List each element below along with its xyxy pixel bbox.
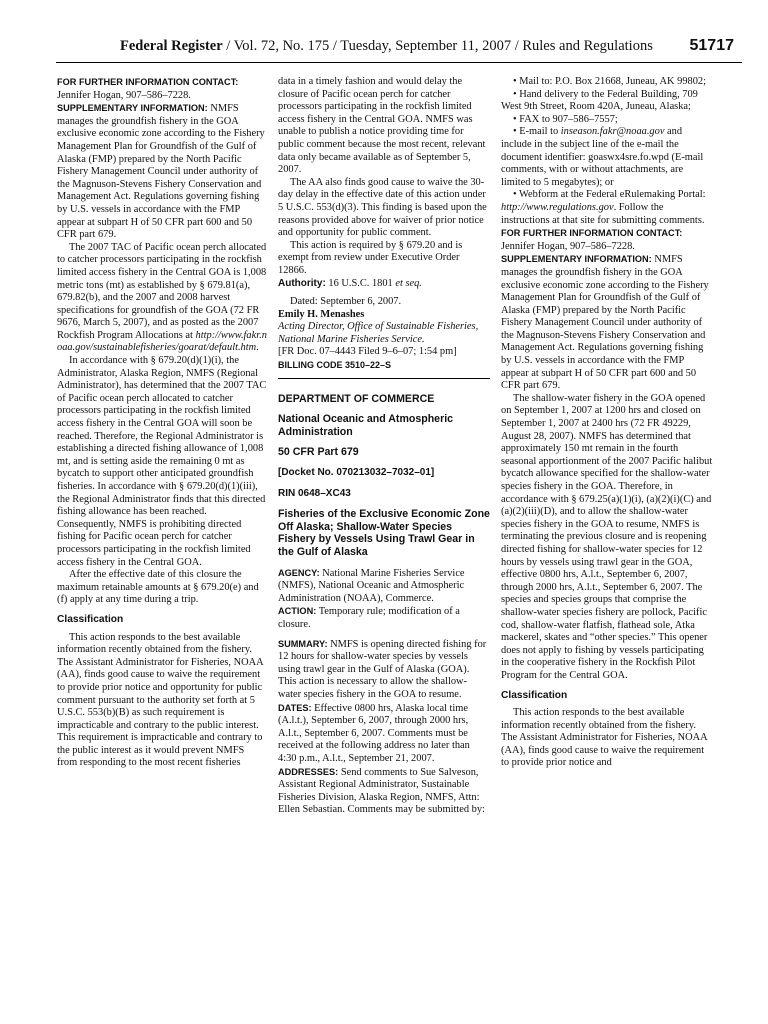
department-heading: DEPARTMENT OF COMMERCE [278, 392, 435, 405]
paragraph-tac-text: The 2007 TAC of Pacific ocean perch allocated to catcher processors participating in the rockfish limited access fishery in the Central GOA is 1,008 metric tons (mt) as established by § 679.81(a), 679.82(b), and the 2007 and 2008 harvest specifications for groundfish of the GOA (72 FR 9676, March 5, 2007), and as posted as the 2007 Rockfish Program Allocations at [57, 241, 267, 341]
supplementary-label: SUPPLEMENTARY INFORMATION: [57, 103, 208, 114]
paragraph-tac [57, 242, 267, 355]
dates-text: Effective 0800 hrs, Alaska local time (A.l.t.), September 6, 2007, through 2000 hrs, A.l.t., September 6, 2007. Comments must be received at the following address no later than 4:30 p.m., A.l.t., September 21, 2007. [278, 702, 470, 764]
running-head-text [120, 38, 653, 55]
signer-name: Emily H. Menashes [278, 308, 365, 320]
signer-title [278, 321, 490, 346]
supplementary-text: NMFS manages the groundfish fishery in the GOA exclusive economic zone according to the Fishery Management Plan for Groundfish of the Gulf of Alaska (FMP) prepared by the North Pacific Fishery Management Council under authority of the Magnuson-Stevens Fishery Conservation and Management Act. Regulations governing fishing by U.S. vessels in accordance with the FMP appear at subpart H of 50 CFR part 600 and 50 CFR part 679. [57, 103, 265, 241]
action-label: ACTION: [278, 606, 317, 617]
email-link[interactable]: inseason.fakr@noaa.gov [560, 126, 665, 138]
dates-label: DATES: [278, 702, 312, 713]
column-1 [57, 76, 267, 770]
contact-label-block [57, 76, 267, 102]
submit-email [501, 126, 713, 189]
addresses-label: ADDRESSES: [278, 766, 339, 777]
authority-line [278, 278, 490, 291]
paragraph-classification: This action responds to the best available information recently obtained from the fishery. The Assistant Administrator for Fisheries, NOAA (AA), finds good cause to waive the requirement to provide prior notice and opportunity for public comment pursuant to the authority set forth at 5 U.S.C. 553(b)(B) as such requirement is impracticable and contrary to the public interest. This requirement is impracticable and contrary to the public interest as it would prevent NMFS from responding to the most recent fisheries [57, 631, 264, 769]
supplementary-info [57, 102, 267, 242]
authority-text: 16 U.S.C. 1801 [325, 277, 396, 289]
dated-line: Dated: September 6, 2007. [290, 296, 402, 308]
docket-number: [Docket No. 070213032–7032–01] [278, 467, 435, 479]
submit-email-post: and include in the subject line of the e-mail the document identifier: goaswx4sre.fo.wpd (E-mail comments, with or without attachments, are limited to 5 megabytes); or [501, 126, 704, 188]
contact-label-2: FOR FURTHER INFORMATION CONTACT: [501, 228, 683, 239]
billing-code: BILLING CODE 3510–22–S [278, 360, 392, 371]
submit-mail: • Mail to: P.O. Box 21668, Juneau, AK 99802; [513, 76, 706, 87]
issue-details: / Vol. 72, No. 175 / Tuesday, September 11, 2007 / Rules and Regulations [222, 38, 653, 54]
paragraph-tac-end: . [256, 342, 259, 354]
action-text: Temporary rule; modification of a closure. [278, 606, 460, 630]
classification-heading: Classification [57, 613, 124, 625]
agency-block [278, 567, 490, 606]
submit-webform [501, 189, 713, 227]
authority-etseq: et seq. [395, 277, 422, 289]
summary-text: NMFS is opening directed fishing for 12 hours for shallow-water species by vessels using trawl gear in the Gulf of Alaska (GOA). This action is necessary to allow the shallow-water species fishery in the GOA to resume. [278, 638, 487, 700]
rule-title: Fisheries of the Exclusive Economic Zone Off Alaska; Shallow-Water Species Fishery by Vessels Using Trawl Gear in the Gulf of Alaska [278, 508, 490, 558]
authority-label: Authority: [278, 277, 326, 289]
column-2 [278, 76, 490, 817]
paragraph-continued: data in a timely fashion and would delay the closure of Pacific ocean perch for catcher processors participating in the rockfish limited access fishery in the Central GOA. NMFS was unable to publish a notice providing time for public comment because the most recent, relevant data only became available as of September 5, 2007. [278, 76, 486, 176]
submit-email-pre: • E-mail to [513, 126, 561, 138]
running-header [56, 38, 742, 63]
column-3 [501, 76, 713, 770]
cfr-part: 50 CFR Part 679 [278, 446, 359, 459]
paragraph-shallow-water: The shallow-water fishery in the GOA opened on September 1, 2007 at 1200 hrs and closed on September 1, 2007 at 2400 hrs (72 FR 49229, August 28, 2007). NMFS has determined that approximately 150 mt remain in the fourth seasonal apportionment of the 2007 Pacific halibut bycatch allowance specified for the shallow-water species fishery in the GOA. Therefore, in accordance with § 679.25(a)(1)(i), (a)(2)(i)(C) and (a)(2)(iii)(D), and to allow the shallow-water species fishery in the GOA to resume, NMFS is terminating the previous closure and is reopening directed fishing for shallow-water species for 12 hours by vessels using trawl gear in the GOA, effective 0800 hrs, A.l.t., September 6, 2007, through 2000 hrs, A.l.t., September 6, 2007. The species and species groups that comprise the shallow-water species fishery are pollock, Pacific cod, shallow-water flatfish, flathead sole, Atka mackerel, skates and “other species.” This opener does not apply to fishing by vessels participating in the cooperative fishery in the Rockfish Pilot Program for the Central GOA. [501, 392, 713, 681]
submit-hand-delivery: • Hand delivery to the Federal Building, 709 West 9th Street, Room 420A, Juneau, Alaska; [501, 88, 698, 113]
fr-doc-line: [FR Doc. 07–4443 Filed 9–6–07; 1:54 pm] [278, 346, 457, 358]
section-divider [278, 378, 490, 379]
addresses-block [278, 766, 490, 817]
signer-title-text: Acting Director, Office of Sustainable Fisheries, National Marine Fisheries Service. [278, 321, 479, 345]
supplementary-info-2 [501, 253, 713, 393]
contact-text-2: Jennifer Hogan, 907–586–7228. [501, 240, 635, 252]
paragraph-determination: In accordance with § 679.20(d)(1)(i), the Administrator, Alaska Region, NMFS (Regional Administrator), has determined that the 2007 TAC of Pacific ocean perch allocated to catcher processors participating in the rockfish limited access fishery in the Central GOA will soon be reached. Therefore, the Regional Administrator is establishing a directed fishing allowance of 1,008 mt, and is setting aside the remaining 0 mt as bycatch to support other anticipated groundfish fisheries. In accordance with § 679.20(d)(1)(iii), the Regional Administrator finds that this directed fishing allowance has been reached. Consequently, NMFS is prohibiting directed fishing for Pacific ocean perch for catcher processors participating in the rockfish limited access fishery in the Central GOA. [57, 355, 267, 568]
agency-label: AGENCY: [278, 567, 320, 578]
submit-webform-pre: • Webform at the Federal eRulemaking Portal: [513, 189, 706, 201]
paragraph-required: This action is required by § 679.20 and is exempt from review under Executive Order 12866. [278, 239, 463, 276]
contact-text: Jennifer Hogan, 907–586–7228. [57, 89, 191, 101]
agency-heading: National Oceanic and Atmospheric Administration [278, 413, 454, 438]
supplementary-text-2: NMFS manages the groundfish fishery in the GOA exclusive economic zone according to the Fishery Management Plan for Groundfish of the Gulf of Alaska (FMP) prepared by the North Pacific Fishery Management Council under authority of the Magnuson-Stevens Fishery Conservation and Management Act. Regulations governing fishing by U.S. vessels in accordance with the FMP appear at subpart H of 50 CFR part 600 and 50 CFR part 679. [501, 254, 709, 392]
dates-block [278, 702, 490, 766]
paragraph-classification-2: This action responds to the best available information recently obtained from the fishery. The Assistant Administrator for Fisheries, NOAA (AA), finds good cause to waive the requirement to provide prior notice and [501, 707, 708, 769]
action-block [278, 605, 490, 631]
contact-label-block-2 [501, 227, 713, 253]
regulations-url[interactable]: http://www.regulations.gov [501, 201, 614, 213]
submit-webform-post: . Follow the instructions at that site for submitting comments. [501, 201, 705, 226]
allocations-url[interactable]: http://www.fakr.noaa.gov/sustainablefisheries/goarat/default.htm [57, 329, 267, 354]
agency-text: National Marine Fisheries Service (NMFS), National Oceanic and Atmospheric Administration (NOAA), Commerce. [278, 567, 465, 604]
journal-name: Federal Register [120, 38, 223, 54]
submit-fax: • FAX to 907–586–7557; [513, 113, 618, 125]
summary-label: SUMMARY: [278, 638, 328, 649]
addresses-text: Send comments to Sue Salveson, Assistant Regional Administrator, Sustainable Fisheries Division, Alaska Region, NMFS, Attn: Ellen Sebastian. Comments may be submitted by: [278, 766, 485, 816]
page-number: 51717 [689, 37, 734, 54]
paragraph-waiver: The AA also finds good cause to waive the 30-day delay in the effective date of this action under 5 U.S.C. 553(d)(3). This finding is based upon the reasons provided above for waiver of prior notice and opportunity for public comment. [278, 176, 487, 239]
summary-block [278, 638, 490, 702]
supplementary-label-2: SUPPLEMENTARY INFORMATION: [501, 254, 652, 265]
rin-number: RIN 0648–XC43 [278, 487, 351, 499]
classification-heading-2: Classification [501, 689, 568, 701]
paragraph-closure: After the effective date of this closure the maximum retainable amounts at § 679.20(e) and (f) apply at any time during a trip. [57, 569, 259, 606]
contact-label: FOR FURTHER INFORMATION CONTACT: [57, 77, 239, 87]
